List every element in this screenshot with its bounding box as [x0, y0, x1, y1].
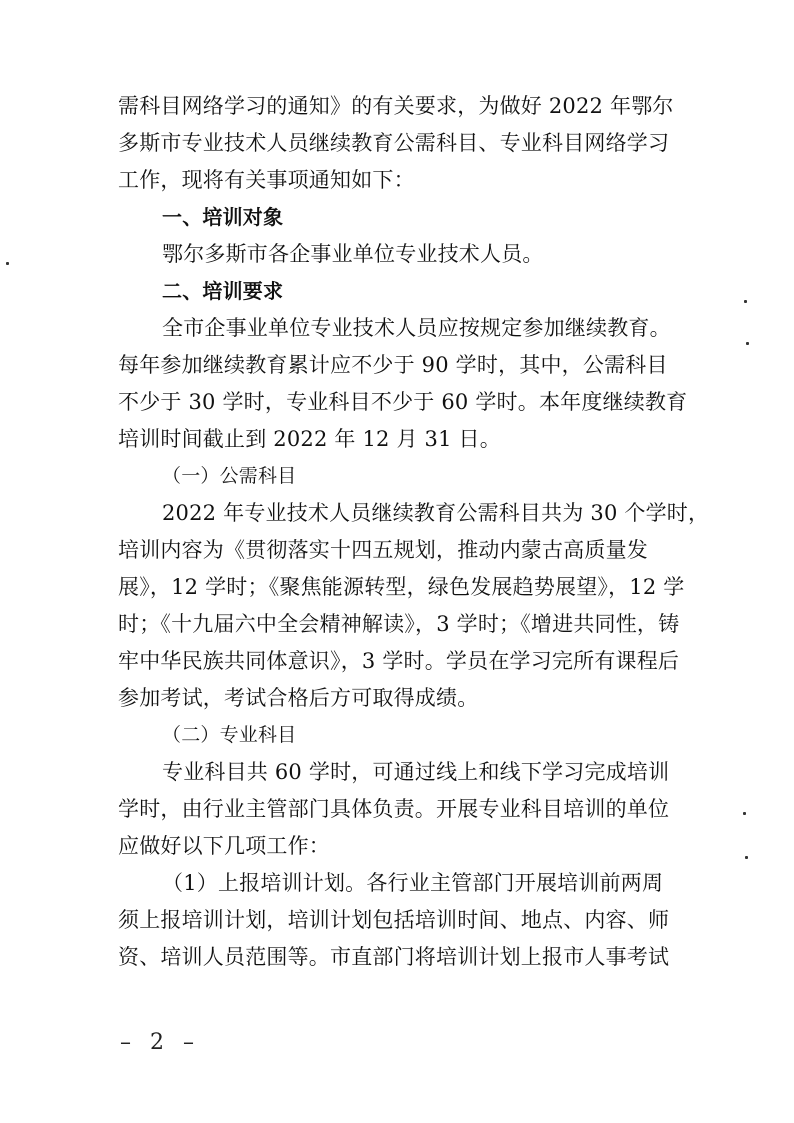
paragraph-line: 需科目网络学习的通知》的有关要求，为做好 2022 年鄂尔 [118, 94, 674, 118]
section-heading-training-targets: 一、培训对象 [162, 205, 284, 229]
paragraph-line: （1）上报培训计划。各行业主管部门开展培训前两周 [162, 871, 664, 895]
paragraph-line: 鄂尔多斯市各企事业单位专业技术人员。 [162, 242, 544, 266]
paragraph-line: 学时，由行业主管部门具体负责。开展专业科目培训的单位 [118, 797, 670, 821]
paragraph-line: 不少于 30 学时，专业科目不少于 60 学时。本年度继续教育 [118, 390, 688, 414]
paragraph-line: 全市企事业单位专业技术人员应按规定参加继续教育。 [162, 316, 671, 340]
paragraph-line: 牢中华民族共同体意识》，3 学时。学员在学习完所有课程后 [118, 649, 680, 673]
scan-speck [744, 300, 747, 303]
body-text [118, 88, 710, 976]
paragraph-line: 培训内容为《贯彻落实十四五规划，推动内蒙古高质量发 [118, 538, 648, 562]
paragraph-line: 每年参加继续教育累计应不少于 90 学时，其中，公需科目 [118, 353, 668, 377]
paragraph-line: 多斯市专业技术人员继续教育公需科目、专业科目网络学习 [118, 131, 670, 155]
paragraph-line: 须上报培训计划，培训计划包括培训时间、地点、内容、师 [118, 908, 670, 932]
section-heading-training-requirements: 二、培训要求 [162, 279, 284, 303]
scan-speck [745, 856, 748, 859]
scan-speck [743, 812, 746, 815]
paragraph-line: 时；《十九届六中全会精神解读》，3 学时；《增进共同性，铸 [118, 612, 680, 636]
subsection-heading-public-subjects: （一）公需科目 [162, 465, 297, 487]
paragraph-line: 展》，12 学时；《聚焦能源转型，绿色发展趋势展望》，12 学 [118, 575, 685, 599]
paragraph-line: 资、培训人员范围等。市直部门将培训计划上报市人事考试 [118, 945, 670, 969]
scan-speck [746, 342, 749, 345]
page-number: – 2 – [120, 1030, 200, 1055]
paragraph-line: 工作，现将有关事项通知如下： [118, 168, 415, 192]
paragraph-line: 培训时间截止到 2022 年 12 月 31 日。 [118, 427, 501, 451]
subsection-heading-professional-subjects: （二）专业科目 [162, 724, 297, 746]
paragraph-line: 2022 年专业技术人员继续教育公需科目共为 30 个学时， [162, 501, 710, 525]
scan-speck [6, 262, 9, 265]
paragraph-line: 应做好以下几项工作： [118, 834, 330, 858]
paragraph-line: 参加考试，考试合格后方可取得成绩。 [118, 686, 479, 710]
paragraph-line: 专业科目共 60 学时，可通过线上和线下学习完成培训 [162, 760, 670, 784]
